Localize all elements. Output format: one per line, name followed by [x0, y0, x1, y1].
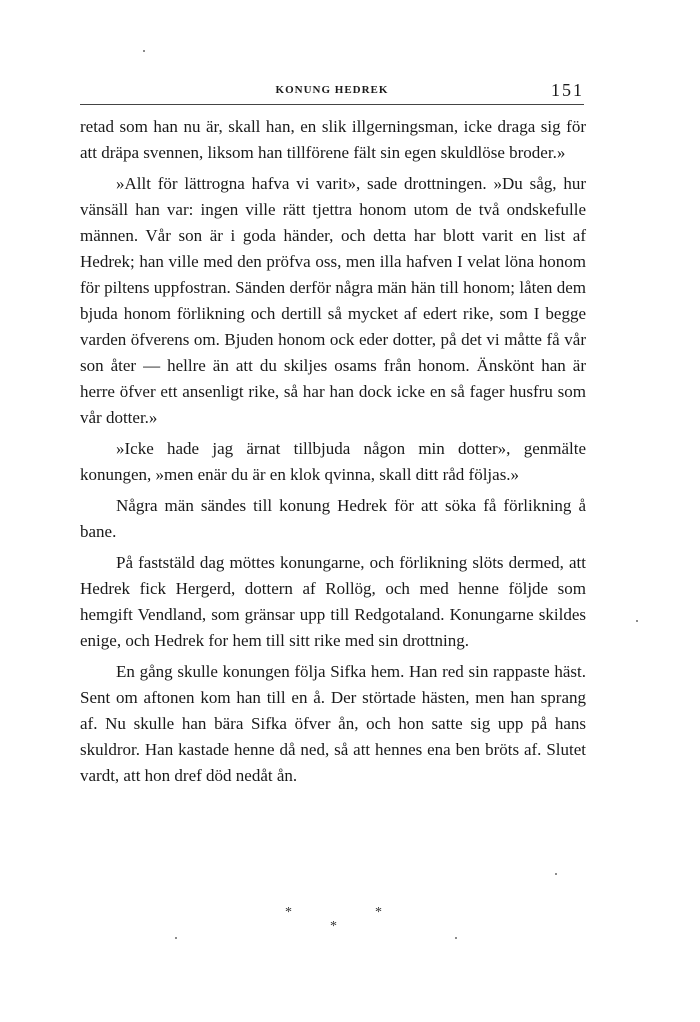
paragraph-5: På faststäld dag möttes konungarne, och förlikning slöts dermed, att Hedrek fick Hergerd, dottern af Rollög, och med henne följde som hemgift Vendland, som gränsar upp till Redgotaland. Konungarne skildes enige, och Hedrek for hem till sitt rike med sin drottning.	[80, 553, 586, 650]
running-title: KONUNG HEDREK	[275, 84, 389, 96]
paper-speck	[555, 873, 557, 875]
paper-speck	[175, 937, 177, 939]
page-number: 151	[551, 80, 584, 100]
section-break-asterism	[270, 905, 400, 945]
paragraph-1: retad som han nu är, skall han, en slik illgerningsman, icke draga sig för att dräpa svennen, liksom han tillförene fält sin egen skuldlöse broder.»	[80, 117, 586, 162]
header-rule	[80, 104, 584, 105]
asterism-star-bottom: *	[330, 919, 337, 934]
paper-speck	[455, 937, 457, 939]
asterism-star-right: *	[375, 905, 382, 920]
asterism-star-left: *	[285, 905, 292, 920]
page-body	[80, 114, 586, 794]
running-header	[80, 80, 584, 102]
paragraph-4: Några män sändes till konung Hedrek för att söka få förlikning å bane.	[80, 496, 586, 541]
paragraph-2: »Allt för lättrogna hafva vi varit», sade drottningen. »Du såg, hur vänsäll han var: ingen ville rätt tjettra honom utom de två ondskefulle männen. Vår son är i goda händer, och detta har blott varit en list af Hedrek; han ville med den pröfva oss, men illa hafven I velat löna honom för piltens uppfostran. Sänden derför några män hän till honom; låten dem bjuda honom förlikning och dertill så mycket af edert rike, som I begge varden öfverens om. Bjuden honom ock eder dotter, på det vi måtte få vår son åter — hellre än att du skiljes osams från honom. Änskönt han är herre öfver ett ansenligt rike, så har han dock icke en så fager husfru som vår dotter.»	[80, 174, 586, 427]
paragraph-3: »Icke hade jag ärnat tillbjuda någon min dotter», genmälte konungen, »men enär du är en klok qvinna, skall ditt råd följas.»	[80, 439, 586, 484]
paper-speck	[636, 620, 638, 622]
paper-speck	[143, 50, 145, 52]
paragraph-6: En gång skulle konungen följa Sifka hem. Han red sin rappaste häst. Sent om aftonen kom han till en å. Der störtade hästen, men han sprang af. Nu skulle han bära Sifka öfver ån, och hon satte sig upp på hans skuldror. Han kastade henne då ned, så att hennes ena ben bröts af. Slutet vardt, att hon dref död nedåt ån.	[80, 662, 586, 785]
